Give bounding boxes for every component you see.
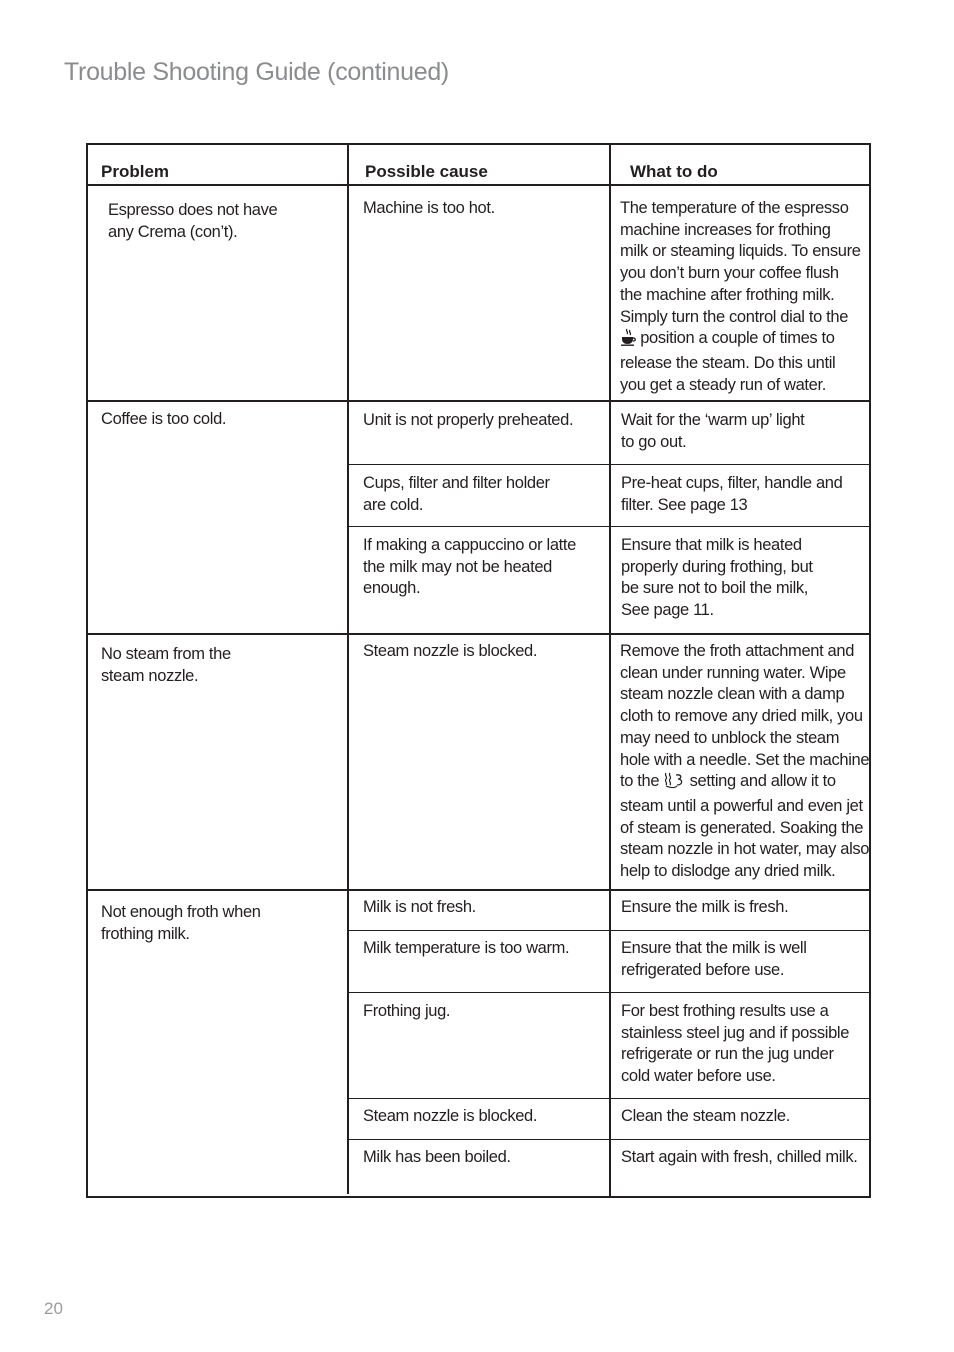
steam-icon <box>663 771 685 796</box>
action-cell: Start again with fresh, chilled milk. <box>621 1148 858 1166</box>
row-rule <box>349 526 869 527</box>
header-possible-cause: Possible cause <box>365 162 488 181</box>
coffee-cup-icon <box>620 328 636 353</box>
cause-cell: Frothing jug. <box>363 1002 451 1020</box>
row-rule <box>349 992 869 993</box>
group-rule-3 <box>88 889 869 891</box>
action-cell: Pre-heat cups, filter, handle and filter. See page 13 <box>621 474 843 514</box>
trouble-shooting-table <box>86 143 871 1198</box>
group-rule-1 <box>88 400 869 402</box>
header-what-to-do: What to do <box>630 162 718 181</box>
problem-cell: No steam from the steam nozzle. <box>101 645 231 685</box>
cause-cell: If making a cappuccino or latte the milk may not be heated enough. <box>363 536 576 598</box>
row-rule <box>349 1098 869 1099</box>
cause-cell: Steam nozzle is blocked. <box>363 1107 538 1125</box>
row-rule <box>349 1139 869 1140</box>
action-cell: Ensure that milk is heated properly during frothing, but be sure not to boil the milk, See page 11. <box>621 536 813 620</box>
problem-cell: Espresso does not have any Crema (con’t). <box>108 201 278 241</box>
action-text: The temperature of the espresso machine increases for frothing milk or steaming liquids. To ensure you don’t burn your coffee flush the machine after frothing milk. Simply turn the control dial to the <box>620 199 861 326</box>
header-problem: Problem <box>101 162 170 181</box>
action-cell <box>620 641 870 883</box>
cause-cell: Machine is too hot. <box>363 199 495 217</box>
action-text: setting and allow it to steam until a powerful and even jet of steam is generated. Soaking the steam nozzle in hot water, may also help to dislodge any dried milk. <box>620 772 870 881</box>
action-cell: For best frothing results use a stainless steel jug and if possible refrigerate or run the jug under cold water before use. <box>621 1002 850 1086</box>
action-cell <box>620 198 870 396</box>
cause-cell: Milk is not fresh. <box>363 898 476 916</box>
action-cell: Ensure that the milk is well refrigerated before use. <box>621 939 807 979</box>
cause-cell: Milk has been boiled. <box>363 1148 511 1166</box>
header-rule <box>88 184 869 186</box>
cause-cell: Unit is not properly preheated. <box>363 411 574 429</box>
cause-cell: Milk temperature is too warm. <box>363 939 570 957</box>
row-rule <box>349 464 869 465</box>
action-cell: Wait for the ‘warm up’ light to go out. <box>621 411 805 451</box>
action-text: position a couple of times to release the steam. Do this until you get a steady run of water. <box>620 329 836 394</box>
cause-cell: Cups, filter and filter holder are cold. <box>363 474 550 514</box>
cause-cell: Steam nozzle is blocked. <box>363 642 538 660</box>
action-cell: Ensure the milk is fresh. <box>621 898 789 916</box>
action-cell: Clean the steam nozzle. <box>621 1107 790 1125</box>
problem-cell: Not enough froth when frothing milk. <box>101 903 261 943</box>
group-rule-2 <box>88 633 869 635</box>
column-divider-1 <box>347 145 349 1194</box>
problem-cell: Coffee is too cold. <box>101 410 227 428</box>
row-rule <box>349 930 869 931</box>
page-title: Trouble Shooting Guide (continued) <box>64 58 449 86</box>
column-divider-2 <box>609 145 611 1196</box>
page-number: 20 <box>44 1299 63 1318</box>
action-text: Remove the froth attachment and clean under running water. Wipe steam nozzle clean with a damp cloth to remove any dried milk, you may need to unblock the steam hole with a needle. Set the machine to the <box>620 642 870 791</box>
